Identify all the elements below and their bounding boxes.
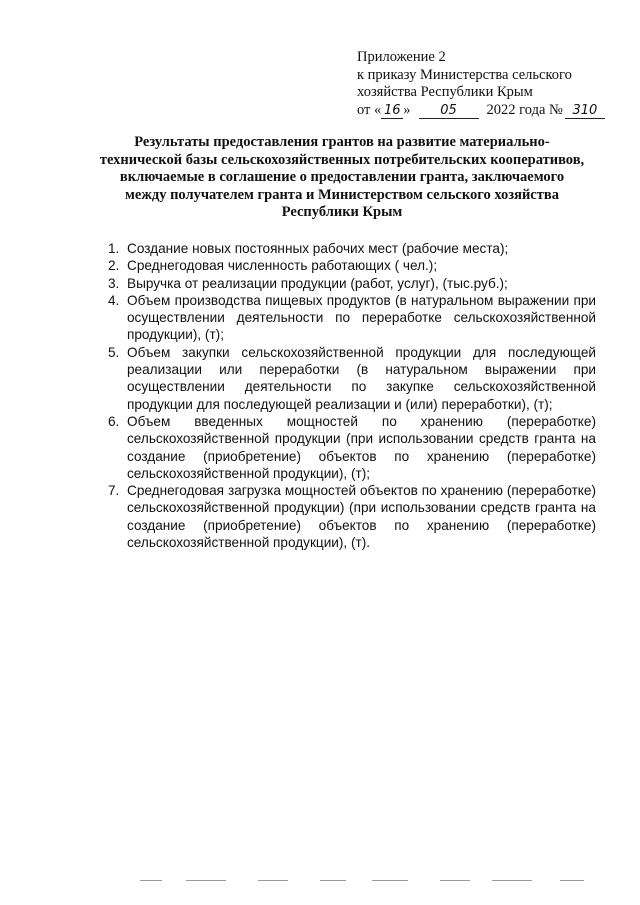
handwritten-order-number: 310 [565, 103, 605, 119]
appendix-date-line [357, 102, 627, 120]
appendix-order-ref: к приказу Министерства сельского [357, 66, 572, 83]
date-prefix: от « [357, 101, 382, 118]
result-item-text: Объем закупки сельскохозяйственной продукции для последующей реализации или переработки (в натуральном выражении при осуществлении деятельности по закупке сельскохозяйственной продукции для последующей реализации и (или) переработки), (т); [127, 344, 596, 412]
result-item-text: Объем введенных мощностей по хранению (переработке) сельскохозяйственной продукции (при использовании средств гранта на создание (приобретение) объектов по хранению (переработке) сельскохозяйственной продукции), (т); [127, 413, 596, 481]
result-item-text: Среднегодовая численность работающих ( чел.); [127, 258, 438, 274]
result-item [108, 413, 596, 482]
result-item-number: 5. [108, 344, 120, 360]
result-item-number: 6. [108, 413, 120, 429]
result-item-text: Среднегодовая загрузка мощностей объектов по хранению (переработке) сельскохозяйственной продукции) (при использовании средств гранта на создание (приобретение) объектов по хранению (переработке) сельскохозяйственной продукции), (т). [127, 483, 596, 551]
date-mid: » [403, 101, 411, 118]
result-item [108, 240, 596, 257]
result-item-number: 1. [108, 241, 120, 256]
result-item [108, 275, 596, 292]
result-item-number: 4. [108, 292, 120, 308]
handwritten-month: 05 [419, 103, 479, 119]
result-item-text: Объем производства пищевых продуктов (в натуральном выражении при осуществлении деятельности по переработке сельскохозяйственной продукции), (т); [127, 292, 596, 343]
handwritten-day: 16 [381, 103, 403, 119]
appendix-ministry: хозяйства Республики Крым [357, 84, 533, 100]
result-item-number: 3. [108, 275, 120, 291]
appendix-header [357, 49, 627, 119]
results-list [108, 240, 596, 551]
result-item [108, 482, 596, 551]
result-item-text: Выручка от реализации продукции (работ, услуг), (тыс.руб.); [127, 275, 508, 291]
result-item [108, 292, 596, 344]
result-item-number: 2. [108, 258, 120, 274]
appendix-number: Приложение 2 [357, 49, 446, 65]
document-title: Результаты предоставления грантов на развитие материально-технической базы сельскохозяйственных потребительских кооперативов, включаемые в соглашение о предоставлении гранта, заключаемого между получателем гранта и Министерством сельского хозяйства Республики Крым [99, 134, 585, 220]
result-item [108, 257, 596, 274]
scan-footer-marks [140, 880, 620, 882]
result-item-number: 7. [108, 483, 120, 499]
result-item-text: Создание новых постоянных рабочих мест (рабочие места); [127, 241, 509, 256]
date-year: 2022 года № [486, 101, 563, 118]
result-item [108, 344, 596, 413]
